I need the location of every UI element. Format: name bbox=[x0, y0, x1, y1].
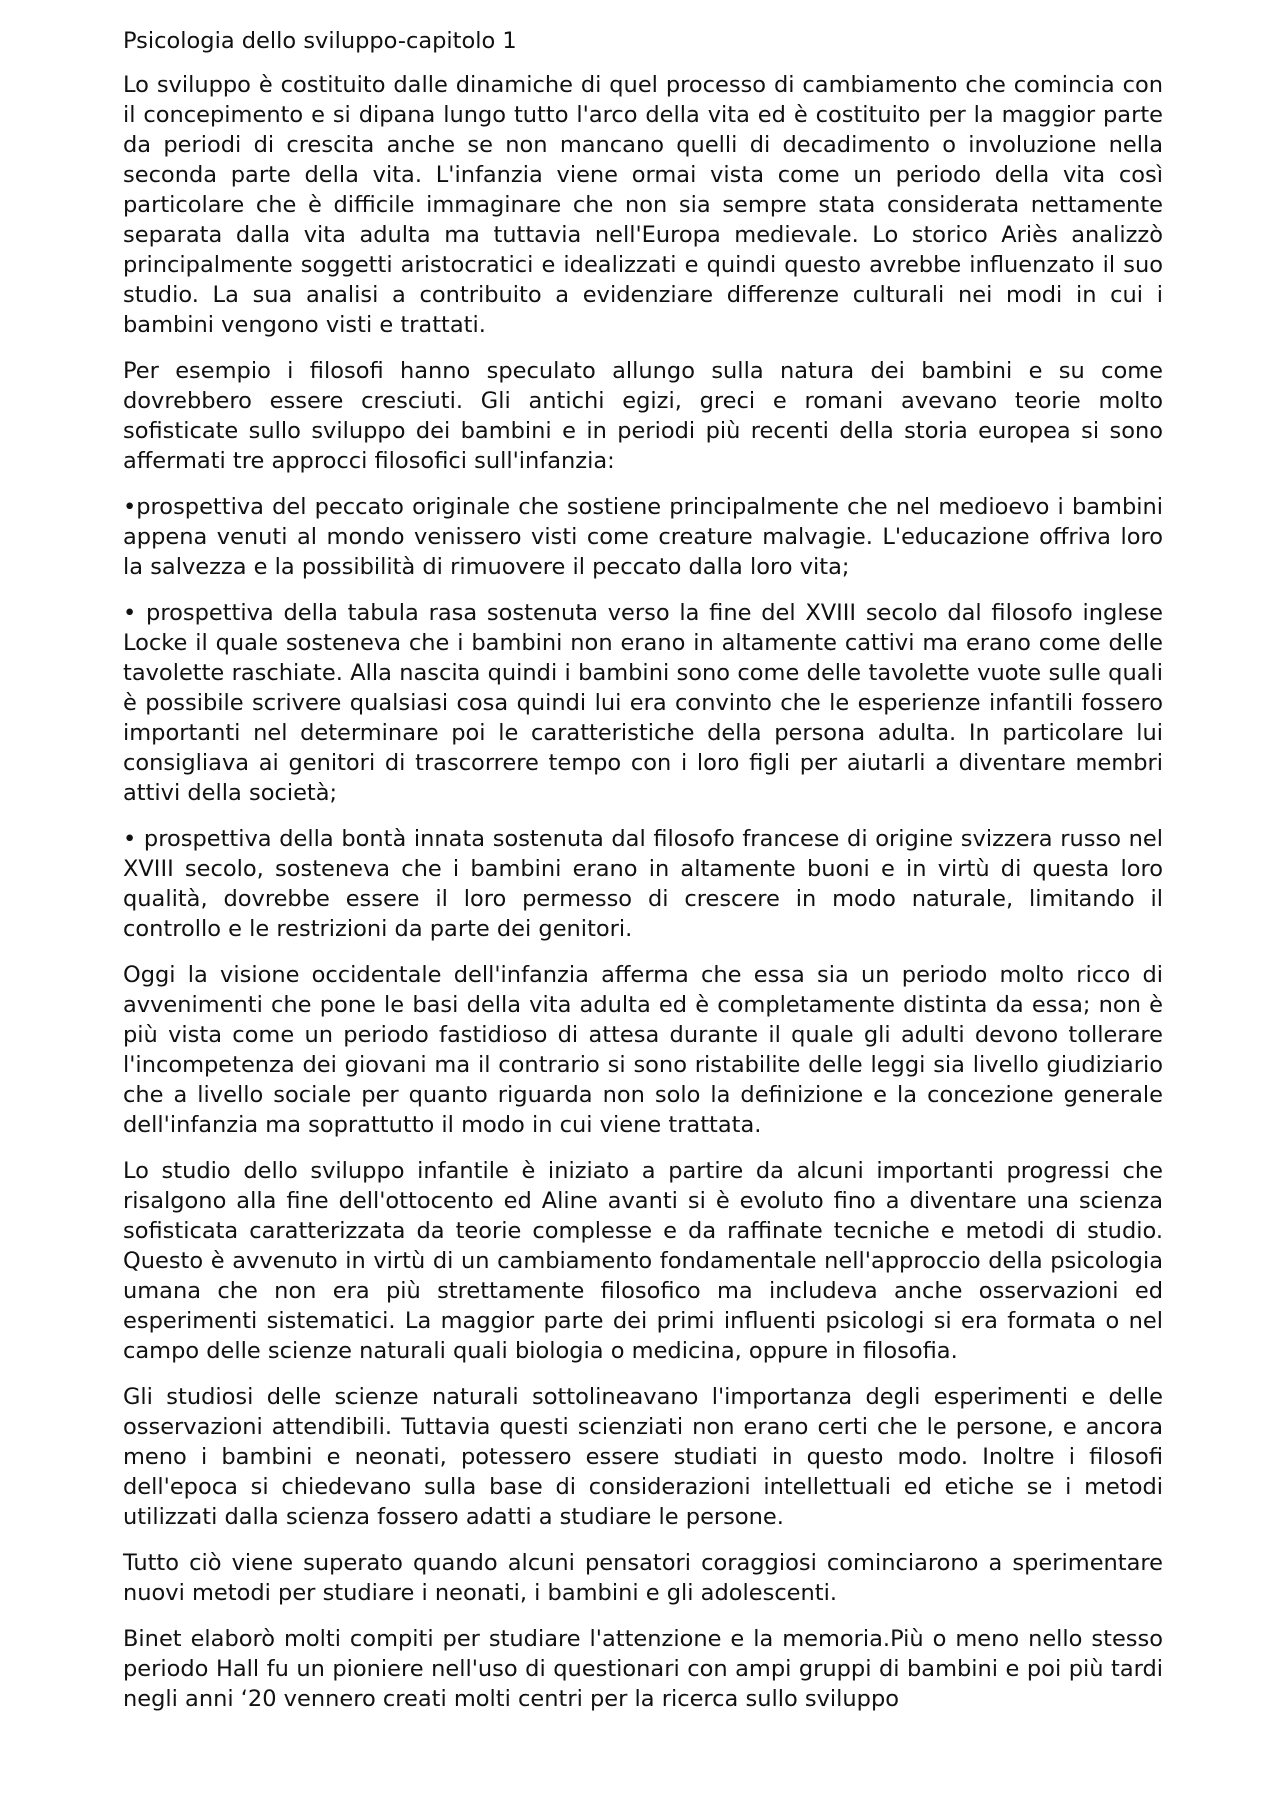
paragraph-child-development-study: Lo studio dello sviluppo infantile è iniziato a partire da alcuni importanti progressi che risalgono alla fine dell'ottocento ed Aline avanti si è evoluto fino a diventare una scienza sofisticata caratterizzata da teorie complesse e da raffinate tecniche e metodi di studio. Questo è avvenuto in virtù di un cambiamento fondamentale nell'approccio della psicologia umana che non era più strettamente filosofico ma includeva anche osservazioni ed esperimenti sistematici. La maggior parte dei primi influenti psicologi si era formata o nel campo delle scienze naturali quali biologia o medicina, oppure in filosofia. bbox=[123, 1158, 1163, 1364]
paragraph-binet-hall: Binet elaborò molti compiti per studiare l'attenzione e la memoria.Più o meno nello stesso periodo Hall fu un pioniere nell'uso di questionari con ampi gruppi di bambini e poi più tardi negli anni ‘20 vennero creati molti centri per la ricerca sullo sviluppo bbox=[123, 1626, 1163, 1712]
paragraph-natural-sciences: Gli studiosi delle scienze naturali sottolineavano l'importanza degli esperimenti e delle osservazioni attendibili. Tuttavia questi scienziati non erano certi che le persone, e ancora meno i bambini e neonati, potessero essere studiati in questo modo. Inoltre i filosofi dell'epoca si chiedevano sulla base di considerazioni intellettuali ed etiche se i metodi utilizzati dalla scienza fossero adatti a studiare le persone. bbox=[123, 1384, 1163, 1530]
paragraph-philosophers: Per esempio i filosofi hanno speculato allungo sulla natura dei bambini e su come dovrebbero essere cresciuti. Gli antichi egizi, greci e romani avevano teorie molto sofisticate sullo sviluppo dei bambini e in periodi più recenti della storia europea si sono affermati tre approcci filosofici sull'infanzia: bbox=[123, 358, 1163, 474]
paragraph-new-methods: Tutto ciò viene superato quando alcuni pensatori coraggiosi cominciarono a sperimentare nuovi metodi per studiare i neonati, i bambini e gli adolescenti. bbox=[123, 1550, 1163, 1606]
paragraph-definition: Lo sviluppo è costituito dalle dinamiche di quel processo di cambiamento che comincia con il concepimento e si dipana lungo tutto l'arco della vita ed è costituito per la maggior parte da periodi di crescita anche se non mancano quelli di decadimento o involuzione nella seconda parte della vita. L'infanzia viene ormai vista come un periodo della vita così particolare che è difficile immaginare che non sia sempre stata considerata nettamente separata dalla vita adulta ma tuttavia nell'Europa medievale. Lo storico Ariès analizzò principalmente soggetti aristocratici e idealizzati e quindi questo avrebbe influenzato il suo studio. La sua analisi a contribuito a evidenziare differenze culturali nei modi in cui i bambini vengono visti e trattati. bbox=[123, 72, 1163, 338]
paragraph-western-view: Oggi la visione occidentale dell'infanzia afferma che essa sia un periodo molto ricco di avvenimenti che pone le basi della vita adulta ed è completamente distinta da essa; non è più vista come un periodo fastidioso di attesa durante il quale gli adulti devono tollerare l'incompetenza dei giovani ma il contrario si sono ristabilite delle leggi sia livello giudiziario che a livello sociale per quanto riguarda non solo la definizione e la concezione generale dell'infanzia ma soprattutto il modo in cui viene trattata. bbox=[123, 962, 1163, 1138]
paragraph-original-sin: •prospettiva del peccato originale che sostiene principalmente che nel medioevo i bambini appena venuti al mondo venissero visti come creature malvagie. L'educazione offriva loro la salvezza e la possibilità di rimuovere il peccato dalla loro vita; bbox=[123, 494, 1163, 580]
document-page bbox=[123, 26, 1163, 1730]
document-title: Psicologia dello sviluppo-capitolo 1 bbox=[123, 28, 517, 54]
paragraph-tabula-rasa: • prospettiva della tabula rasa sostenuta verso la fine del XVIII secolo dal filosofo inglese Locke il quale sosteneva che i bambini non erano in altamente cattivi ma erano come delle tavolette raschiate. Alla nascita quindi i bambini sono come delle tavolette vuote sulle quali è possibile scrivere qualsiasi cosa quindi lui era convinto che le esperienze infantili fossero importanti nel determinare poi le caratteristiche della persona adulta. In particolare lui consigliava ai genitori di trascorrere tempo con i loro figli per aiutarli a diventare membri attivi della società; bbox=[123, 600, 1163, 806]
paragraph-innate-goodness: • prospettiva della bontà innata sostenuta dal filosofo francese di origine svizzera russo nel XVIII secolo, sosteneva che i bambini erano in altamente buoni e in virtù di questa loro qualità, dovrebbe essere il loro permesso di crescere in modo naturale, limitando il controllo e le restrizioni da parte dei genitori. bbox=[123, 826, 1163, 942]
